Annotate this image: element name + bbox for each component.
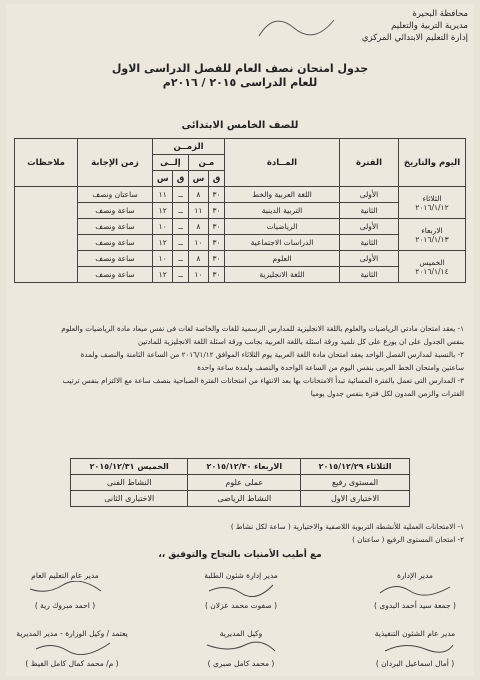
col-duration: زمن الإجابة [78,139,153,187]
day-cell [399,187,466,219]
signature-scribble-icon [201,581,281,597]
signature-title: مدير الإدارة [397,571,433,580]
note-line: ساعتين وامتحان الخط العربى بنفس اليوم من الساعة الواحدة والنصف ولمدة ساعة واحدة [197,363,464,372]
table-row [15,187,466,203]
from-s-cell: ١٠ [188,267,208,283]
subject-cell: العلوم [225,251,340,267]
day-date: ٢٠١٦/١/١٣ [415,234,449,244]
title-line-1: جدول امتحان نصف العام للفصل الدراسى الاول [111,62,369,75]
note-line: ١- الامتحانات العملية للأنشطة التربوية اللاصفية والاختيارية ( ساعة لكل نشاط ) [230,522,464,531]
col-from-q: ق [209,171,225,187]
activity-cell: عملى علوم [188,475,301,491]
from-s-cell: ١١ [188,203,208,219]
col-notes: ملاحظات [15,139,78,187]
signature-name: ( محمد كامل صبرى ) [207,659,275,668]
duration-cell: ساعة ونصف [78,251,153,267]
col-subject: المــادة [225,139,340,187]
from-q-cell: ٣٠ [209,203,225,219]
col-to-q: ق [173,171,188,187]
subject-cell: التربية الدينية [225,203,340,219]
signature-scribble-icon [201,639,281,655]
day-name: الخميس [419,257,445,267]
note-line: ٣- المدارس التى تعمل بالفترة المسائية تبدأ الامتحانات بها بعد الانتهاء من امتحانات الفترة الصباحية بنصف ساعة مع الالتزام بنفس ترتيب [62,376,464,385]
to-s-cell: ١٠ [153,219,173,235]
activity-cell: النشاط الرياضى [188,491,301,507]
signature-scribble-icon [32,639,112,655]
col-time: الزمــن [153,139,225,155]
day-cell [399,219,466,251]
activity-cell: النشاط الفنى [71,475,188,491]
document-page [6,4,474,676]
signature-scribble-icon [375,581,455,597]
from-s-cell: ٨ [188,219,208,235]
to-s-cell: ١٢ [153,267,173,283]
signature-title: مدير عام التعليم العام [31,571,99,580]
to-q-cell: ــ [173,267,188,283]
signature-name: ( جمعة سيد أحمد البدوى ) [374,601,456,610]
col-to-s: س [153,171,173,187]
from-q-cell: ٣٠ [209,219,225,235]
period-cell: الثانية [340,203,399,219]
signature-name: ( م/ محمد كمال كامل الفيظ ) [25,659,119,668]
note-line: ١- يعقد امتحان مادتي الرياضيات والعلوم باللغة الانجليزية للمدارس الرسمية للغات والخاصة لغات فى نفس ميعاد مادة الرياضيات والعلوم [61,324,464,333]
period-cell: الأولى [340,251,399,267]
from-s-cell: ١٠ [188,235,208,251]
signature-title: يعتمد / وكيل الوزارة - مدير المديرية [16,629,128,638]
closing-wishes: مع أطيب الأمنيات بالنجاح والتوفيق ،، [158,550,322,560]
signature-block [360,628,470,669]
duration-cell: ساعة ونصف [78,219,153,235]
to-q-cell: ــ [173,251,188,267]
from-q-cell: ٣٠ [209,235,225,251]
activity-notes [231,520,464,546]
col-to: إلــى [153,155,189,171]
from-s-cell: ٨ [188,187,208,203]
subject-cell: الرياضيات [225,219,340,235]
col-from-s: س [188,171,208,187]
to-q-cell: ــ [173,219,188,235]
signature-block [186,628,296,669]
table-row [15,251,466,267]
schedule-notes [16,322,464,400]
to-q-cell: ــ [173,187,188,203]
table-row [71,491,410,507]
subject-cell: اللغة الانجليزية [225,267,340,283]
notes-cell [15,187,78,283]
subject-cell: اللغة العربية والخط [225,187,340,203]
table-row [15,219,466,235]
note-line: ٢- امتحان المستوى الرفيع ( ساعتان ) [352,535,464,544]
note-line: بنفس الجدول على ان يوزع على كل تلميذ ورقة اسئلة باللغة العربية بجانب ورقة اسئلة اللغة الانجليزية للمادتين [137,337,464,346]
signature-name: ( أمال اسماعيل البردان ) [375,659,455,668]
activity-day: الخميس ٢٠١٥/١٢/٣١ [71,459,188,475]
table-row [71,459,410,475]
signature-block [10,628,134,669]
header-line: محافظة البحيرة [412,9,468,19]
to-q-cell: ــ [173,235,188,251]
title-line-2: للعام الدراسى ٢٠١٥ / ٢٠١٦م [162,76,318,89]
to-s-cell: ١٠ [153,251,173,267]
from-s-cell: ٨ [188,251,208,267]
activity-cell: الاختيارى الثانى [71,491,188,507]
col-day: اليوم والتاريخ [399,139,466,187]
to-s-cell: ١٢ [153,235,173,251]
from-q-cell: ٣٠ [209,267,225,283]
period-cell: الثانية [340,267,399,283]
activity-day: الاربعاء ٢٠١٥/١٢/٣٠ [188,459,301,475]
activity-cell: المستوى رفيع [301,475,410,491]
duration-cell: ساعة ونصف [78,203,153,219]
signature-block [186,570,296,611]
day-name: الثلاثاء [422,193,442,203]
table-row [15,235,466,251]
activity-day: الثلاثاء ٢٠١٥/١٢/٢٩ [301,459,410,475]
signature-name: ( احمد مبروك رية ) [34,601,96,610]
table-row [15,267,466,283]
signature-scribble-icon [375,639,455,655]
table-row [71,475,410,491]
signature-block [360,570,470,611]
table-row [15,203,466,219]
period-cell: الثانية [340,235,399,251]
activity-cell: الاختيارى الاول [301,491,410,507]
note-line: ٢- بالنسبة لمدارس الفصل الواحد يعقد امتحان مادة اللغة العربية يوم الثلاثاء الموافق ٢٠١٦/١/١٢ من الساعة الثامنة والنصف ولمدة [80,350,464,359]
official-stamp-icon [254,6,344,46]
note-line: الفترات والزمن المدون لكل فترة بنفس جدول يوميا [310,389,464,398]
signature-title: مدير عام الشئون التنفيذية [374,629,456,638]
duration-cell: ساعتان ونصف [78,187,153,203]
period-cell: الأولى [340,187,399,203]
signature-block [10,570,120,611]
day-name: الاربعاء [421,225,443,235]
document-title [6,62,474,90]
day-cell [399,251,466,283]
signature-scribble-icon [25,581,105,597]
signature-name: ( صفوت محمد عزلان ) [204,601,277,610]
to-s-cell: ١٢ [153,203,173,219]
col-from: مـن [188,155,224,171]
to-q-cell: ــ [173,203,188,219]
header-line: إدارة التعليم الابتدائي المركزي [361,33,468,43]
activities-table [70,458,410,507]
signature-title: وكيل المديرية [219,629,263,638]
day-date: ٢٠١٦/١/١٢ [415,202,449,212]
period-cell: الأولى [340,219,399,235]
signature-title: مدير إدارة شئون الطلبة [204,571,278,580]
exam-schedule-table [14,138,466,283]
from-q-cell: ٣٠ [209,187,225,203]
ministry-header [362,8,468,44]
duration-cell: ساعة ونصف [78,267,153,283]
duration-cell: ساعة ونصف [78,235,153,251]
to-s-cell: ١١ [153,187,173,203]
subject-cell: الدراسات الاجتماعية [225,235,340,251]
from-q-cell: ٣٠ [209,251,225,267]
header-line: مديرية التربية والتعليم [391,21,468,31]
grade-heading: للصف الخامس الابتدائى [181,120,299,131]
col-period: الفترة [340,139,399,187]
day-date: ٢٠١٦/١/١٤ [415,266,449,276]
